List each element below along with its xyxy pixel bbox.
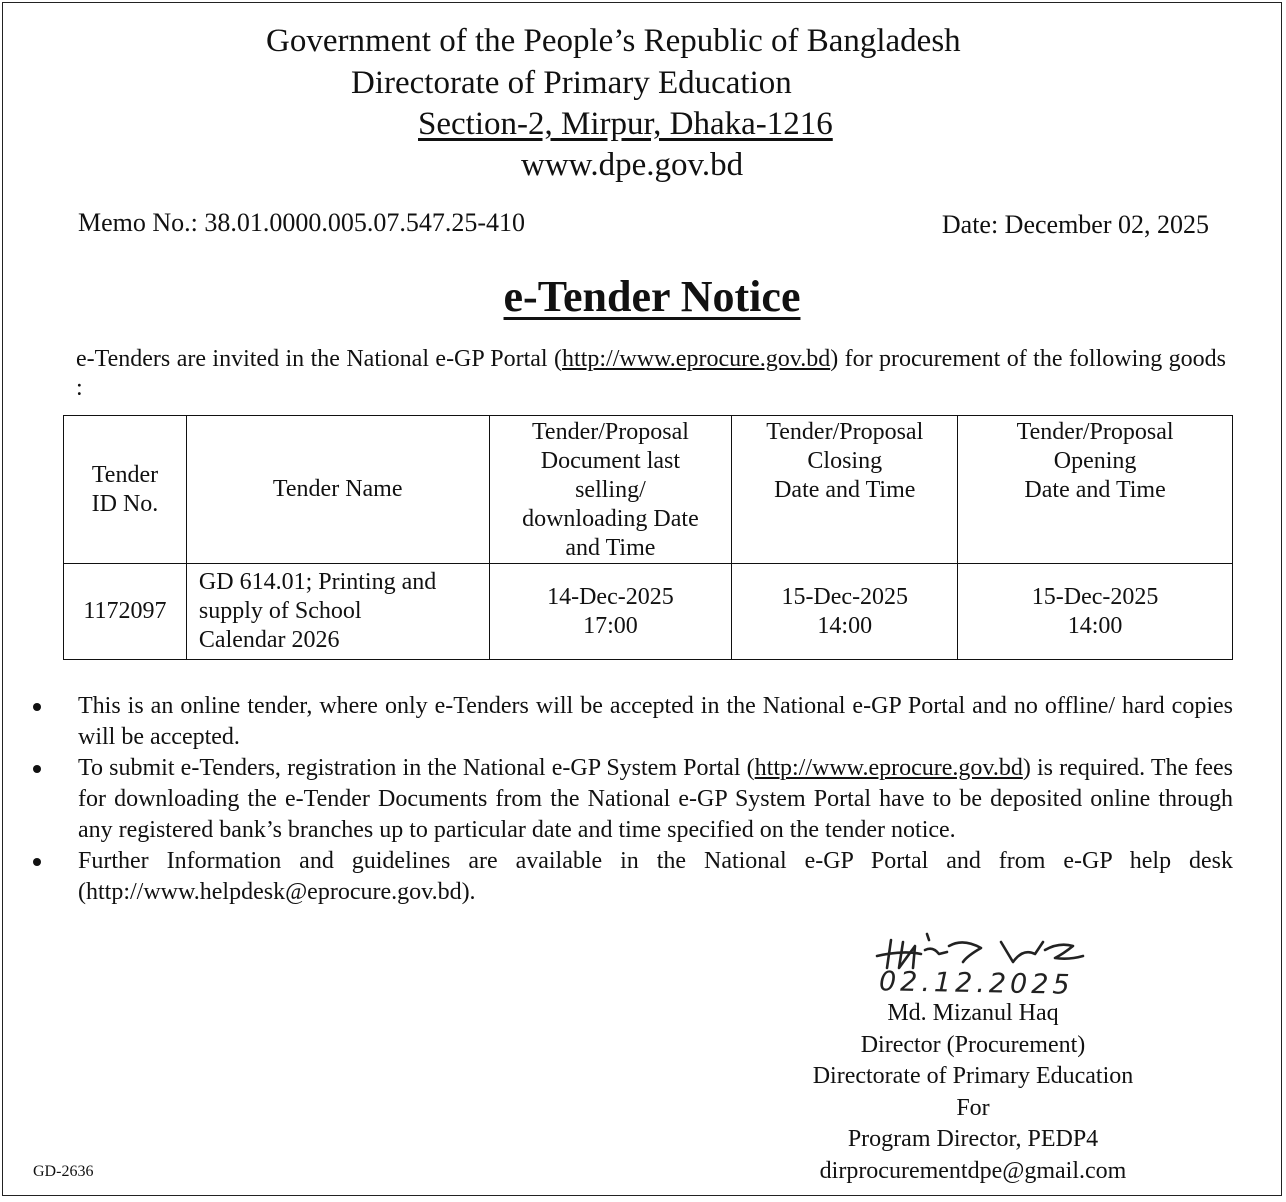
notice-title (3, 271, 1281, 322)
signatory-name: Md. Mizanul Haq (887, 1000, 1059, 1026)
cell-date: 14-Dec-2025 (547, 583, 674, 610)
signature-block (773, 998, 1173, 1187)
memo-number: Memo No.: 38.01.0000.005.07.547.25-410 (78, 208, 526, 237)
signature-handwritten-date: 02.12.2025 (878, 966, 1074, 1001)
signatory-for: For (956, 1094, 990, 1121)
bullet-text-after: ) is required. The fees for downloading the e-Tender Documents from the National e-GP System Portal have to be deposited online through any registered bank’s branches up to particular date and time specified on the tender notice. (78, 755, 1233, 843)
signatory-designation: Director (Procurement) (860, 1031, 1086, 1058)
eprocure-link[interactable]: http://www.eprocure.gov.bd (754, 755, 1023, 781)
cell-date: 15-Dec-2025 (1031, 583, 1159, 610)
signatory-email[interactable]: dirprocurementdpe@gmail.com (819, 1157, 1127, 1184)
header-government: Government of the People’s Republic of Bangladesh (266, 23, 961, 59)
header-line: Document last (540, 448, 681, 474)
bullet-dot-icon (33, 765, 41, 773)
notice-bullets (33, 691, 1233, 908)
notice-page (2, 2, 1282, 1196)
cell-document-selling (489, 564, 732, 660)
eprocure-link[interactable]: http://www.eprocure.gov.bd (562, 346, 831, 372)
cell-tender-name (186, 564, 489, 660)
header-line: downloading Date (522, 506, 699, 532)
cell-line: supply of School (198, 598, 362, 624)
bullet-text: This is an online tender, where only e-Tenders will be accepted in the National e-GP Portal and no offline/ hard copies will be accepted. (78, 693, 1233, 750)
header-line: Date and Time (1024, 477, 1166, 503)
intro-text-after: ) for procurement of the following goods : (76, 346, 1227, 401)
header-line: selling/ (575, 477, 646, 503)
header-line: Opening (1053, 448, 1137, 474)
header-line: and Time (565, 535, 656, 561)
bullet-registration (33, 753, 1233, 846)
header-directorate: Directorate of Primary Education (351, 65, 792, 101)
header-closing (732, 416, 958, 564)
document-code: GD-2636 (33, 1163, 94, 1180)
header-line: Tender/Proposal (531, 419, 689, 445)
header-line: Date and Time (774, 477, 916, 503)
signatory-program: Program Director, PEDP4 (847, 1126, 1099, 1152)
cell-time: 14:00 (817, 612, 873, 639)
cell-closing (732, 564, 958, 660)
header-line: Closing (807, 448, 883, 474)
bullet-dot-icon (33, 703, 41, 711)
bullet-further-info (33, 846, 1233, 908)
signatory-office: Directorate of Primary Education (812, 1063, 1134, 1089)
header-address: Section-2, Mirpur, Dhaka-1216 (418, 106, 833, 142)
bullet-online-tender (33, 691, 1233, 753)
cell-date: 15-Dec-2025 (781, 583, 909, 610)
header-line: ID No. (91, 490, 159, 517)
header-tender-name: Tender Name (186, 416, 489, 564)
header-tender-id (64, 416, 187, 564)
cell-opening (958, 564, 1233, 660)
tender-table-header-row (64, 416, 1233, 564)
bullet-text: Further Information and guidelines are available in the National e-GP Portal and from e-GP help desk (http://www.helpdesk@eprocure.gov.bd). (78, 848, 1233, 905)
cell-time: 17:00 (583, 612, 638, 639)
bullet-dot-icon (33, 858, 41, 866)
header-line: Tender (91, 461, 159, 488)
header-line: Tender/Proposal (766, 419, 924, 445)
intro-text-before: e-Tenders are invited in the National e-GP Portal ( (76, 346, 563, 372)
header-line: Tender/Proposal (1016, 419, 1174, 445)
intro-paragraph (76, 345, 1226, 403)
header-website: www.dpe.gov.bd (521, 147, 744, 183)
cell-time: 14:00 (1067, 612, 1123, 639)
header-document-selling (489, 416, 732, 564)
notice-date: Date: December 02, 2025 (941, 210, 1209, 239)
notice-title-text: e-Tender Notice (503, 272, 801, 321)
header-opening (958, 416, 1233, 564)
cell-line: GD 614.01; Printing and (198, 569, 437, 595)
table-row (64, 564, 1233, 660)
cell-line: Calendar 2026 (198, 627, 340, 653)
bullet-text-before: To submit e-Tenders, registration in the National e-GP System Portal ( (78, 755, 755, 781)
tender-table (63, 415, 1233, 660)
cell-tender-id: 1172097 (64, 564, 187, 660)
